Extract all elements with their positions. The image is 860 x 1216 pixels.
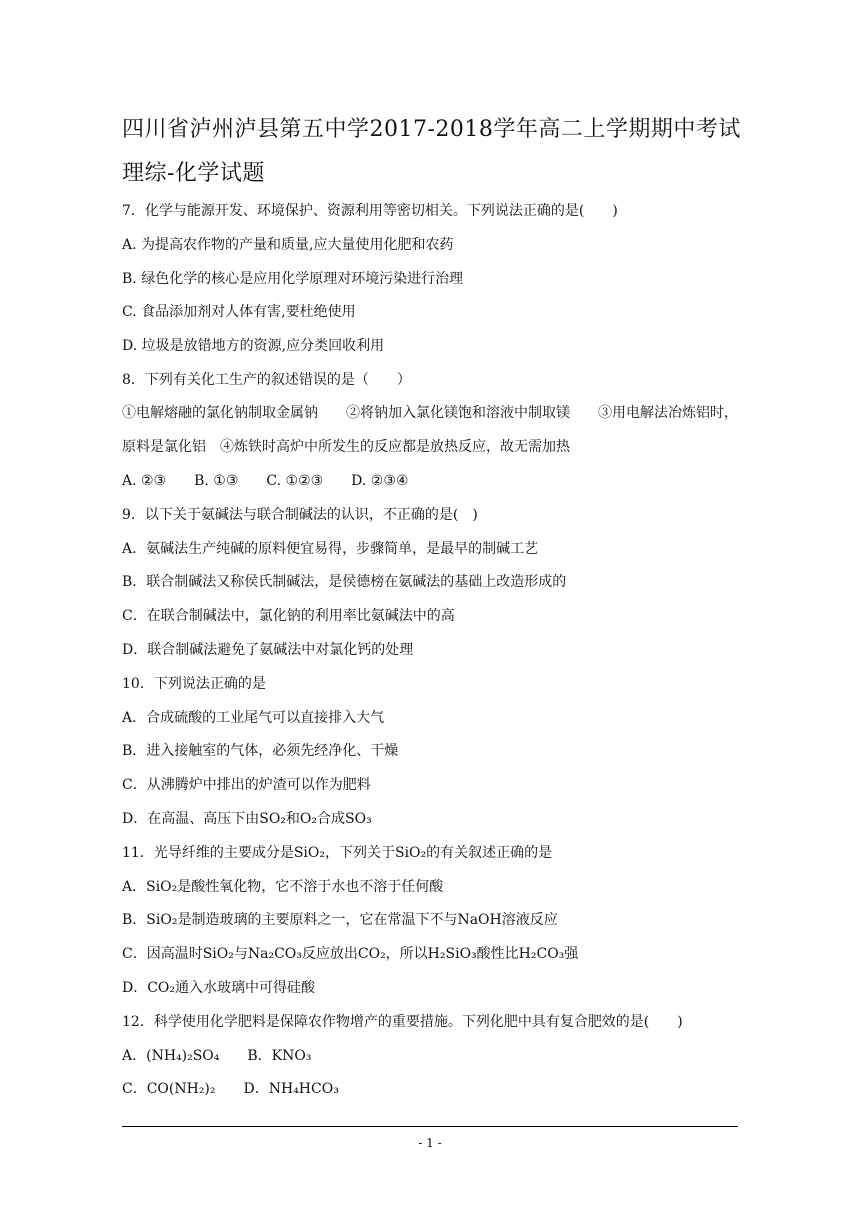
page-number: - 1 - bbox=[418, 1136, 442, 1150]
question-9-stem: 9．以下关于氨碱法与联合制碱法的认识，不正确的是( ) bbox=[122, 507, 478, 523]
question-9-option-d: D．联合制碱法避免了氨碱法中对氯化钙的处理 bbox=[122, 642, 414, 658]
footer-divider bbox=[122, 1126, 738, 1127]
question-11-option-a: A．SiO₂是酸性氧化物，它不溶于水也不溶于任何酸 bbox=[122, 879, 444, 895]
question-8-options: A. ②③ B. ①③ C. ①②③ D. ②③④ bbox=[122, 473, 409, 489]
question-11-option-b: B．SiO₂是制造玻璃的主要原料之一，它在常温下不与NaOH溶液反应 bbox=[122, 912, 558, 928]
question-9-option-c: C．在联合制碱法中，氯化钠的利用率比氨碱法中的高 bbox=[122, 608, 455, 624]
question-8-stem: 8．下列有关化工生产的叙述错误的是（ ） bbox=[122, 372, 411, 388]
question-10-option-c: C．从沸腾炉中排出的炉渣可以作为肥料 bbox=[122, 777, 371, 793]
question-12-stem: 12．科学使用化学肥料是保障农作物增产的重要措施。下列化肥中具有复合肥效的是( ) bbox=[122, 1014, 683, 1030]
question-12-options-ab: A．(NH₄)₂SO₄ B．KNO₃ bbox=[122, 1048, 312, 1064]
question-7-stem: 7．化学与能源开发、环境保护、资源利用等密切相关。下列说法正确的是( ) bbox=[122, 203, 618, 219]
question-11-option-c: C．因高温时SiO₂与Na₂CO₃反应放出CO₂，所以H₂SiO₃酸性比H₂CO₃强 bbox=[122, 946, 579, 962]
question-7-option-b: B. 绿色化学的核心是应用化学原理对环境污染进行治理 bbox=[122, 271, 464, 287]
question-11-stem: 11．光导纤维的主要成分是SiO₂，下列关于SiO₂的有关叙述正确的是 bbox=[122, 845, 553, 861]
question-9-option-b: B．联合制碱法又称侯氏制碱法，是侯德榜在氨碱法的基础上改造形成的 bbox=[122, 574, 567, 590]
question-10-option-d: D．在高温、高压下由SO₂和O₂合成SO₃ bbox=[122, 811, 372, 827]
question-10-stem: 10．下列说法正确的是 bbox=[122, 676, 266, 692]
question-10-option-b: B．进入接触室的气体，必须先经净化、干燥 bbox=[122, 743, 399, 759]
page-title: 四川省泸州泸县第五中学2017-2018学年高二上学期期中考试理综-化学试题 bbox=[122, 117, 741, 186]
question-10-option-a: A．合成硫酸的工业尾气可以直接排入大气 bbox=[122, 710, 385, 726]
question-7-option-c: C. 食品添加剂对人体有害,要杜绝使用 bbox=[122, 304, 356, 320]
question-11-option-d: D．CO₂通入水玻璃中可得硅酸 bbox=[122, 980, 316, 996]
question-12-options-cd: C．CO(NH₂)₂ D．NH₄HCO₃ bbox=[122, 1081, 339, 1097]
question-7-option-d: D. 垃圾是放错地方的资源,应分类回收利用 bbox=[122, 338, 385, 354]
question-9-option-a: A．氨碱法生产纯碱的原料便宜易得，步骤简单，是最早的制碱工艺 bbox=[122, 541, 539, 557]
question-8-body: ①电解熔融的氯化钠制取金属钠 ②将钠加入氯化镁饱和溶液中制取镁 ③用电解法冶炼铝时，原料是氯化铝 ④炼铁时高炉中所发生的反应都是放热反应，故无需加热 bbox=[122, 405, 738, 455]
question-7-option-a: A. 为提高农作物的产量和质量,应大量使用化肥和农药 bbox=[122, 237, 454, 253]
